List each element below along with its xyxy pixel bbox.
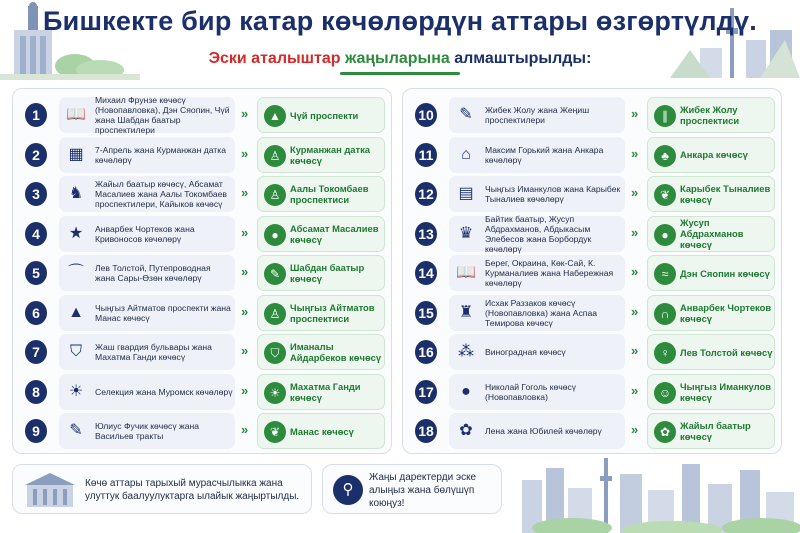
new-name-box [257,374,385,410]
shield-icon: ⛉ [69,343,82,360]
page-subtitle [0,50,800,68]
book-icon: 📖 [456,264,476,281]
row-number: 2 [25,143,47,167]
row-number: 18 [415,419,437,443]
old-name-box [449,295,625,331]
rename-row [403,334,781,370]
old-name-text: Жаш гвардия бульвары жана Махатма Ганди көчөсү [95,342,212,362]
chevron-right-icon: » [631,382,639,398]
new-name-text: Махатма Ганди көчөсү [290,380,361,403]
bridge-icon: ⌒ [67,264,84,281]
row-number: 3 [25,182,47,206]
rename-row [403,97,781,133]
row-number: 11 [415,143,437,167]
chevron-right-icon: » [241,145,249,161]
old-name-text: 7-Апрель жана Курманжан датка көчөлөрү [95,144,226,165]
rename-row [403,176,781,212]
new-name-box [257,255,385,291]
chevron-right-icon: » [631,145,639,161]
new-name-box [257,295,385,331]
old-name-box [449,374,625,410]
old-name-box [59,137,235,173]
rename-row [13,374,391,410]
old-name-box [449,137,625,173]
old-name-box [59,255,235,291]
chevron-right-icon: » [241,303,249,319]
row-number: 8 [25,380,47,404]
flower-icon: ✿ [459,422,473,439]
chevron-right-icon: » [631,343,639,358]
chevron-right-icon: » [241,382,249,398]
old-name-text: Чыңгыз Айтматов проспекти жана Манас көчөсү [95,302,231,323]
row-number: 5 [25,261,47,285]
row-number: 13 [415,222,437,246]
chevron-right-icon: » [241,264,249,279]
new-name-box [647,97,775,133]
city-skyline-illustration [512,440,800,533]
old-name-box [449,255,625,291]
person-icon: ● [654,224,676,246]
new-name-text: Анварбек Чортеков көчөсү [680,301,772,324]
glass-icon: ♀ [654,342,676,364]
new-name-text: Курманжан датка көчөсү [290,143,371,166]
old-name-box [59,216,235,252]
old-name-text: Жайыл баатыр көчөсү, Абсамат Масалиев жана Аалы Токомбаев проспектилери, Кайыков көчөсү [95,179,227,209]
subtitle-replaced: алмаштырылды: [454,50,592,67]
row-number: 10 [415,103,437,127]
government-building-icon [23,471,77,509]
monument-icon: ♙ [264,303,286,325]
mountain-icon: ▲ [264,105,286,127]
rename-row [13,216,391,252]
new-name-box [647,176,775,212]
rename-row [403,374,781,410]
heritage-note-box [12,464,312,514]
row-number: 16 [415,340,437,364]
title-underline [340,72,460,75]
rename-row [13,413,391,449]
old-name-box [449,176,625,212]
arch-icon: ∩ [654,303,676,325]
rename-row [13,176,391,212]
old-name-text: Исхак Раззаков көчөсү (Новопавловка) жана Аспаа Темирова көчөсү [485,297,598,328]
new-name-text: Чыңгыз Айтматов проспектиси [290,301,375,324]
feather-icon: ✎ [264,263,286,285]
location-pin-icon: ⚲ [333,475,363,505]
chevron-right-icon: » [631,224,639,240]
road-icon: ∥ [654,105,676,127]
address-notice-box [322,464,502,514]
crown-icon: ♛ [458,224,474,242]
new-name-text: Лев Толстой көчөсү [680,346,773,358]
calendar-icon: ▦ [68,145,84,163]
rename-row [403,213,781,254]
new-name-text: Манас көчөсү [290,425,354,437]
row-number: 6 [25,301,47,325]
rename-row [13,295,391,331]
address-notice-text: Жаңы даректерди эске алыңыз жана бөлүшүп коюңуз! [369,471,477,509]
row-number: 17 [415,380,437,404]
old-name-text: Виноградная көчөсү [485,347,566,357]
feather-icon: ✎ [459,106,473,123]
sun-icon: ☀ [264,382,286,404]
row-number: 7 [25,340,47,364]
rename-row [403,137,781,173]
old-name-box [59,295,235,331]
chevron-right-icon: » [631,264,639,279]
subtitle-old-names: Эски аталыштар [208,50,341,67]
new-name-box [647,334,775,370]
old-name-box [59,334,235,370]
chevron-right-icon: » [631,303,639,319]
row-number: 15 [415,301,437,325]
old-name-text: Николай Гоголь көчөсү (Новопавловка) [485,381,577,402]
monument-icon: ♙ [264,145,286,167]
castle-icon: ♜ [458,303,474,321]
scroll-icon: ▤ [458,185,474,202]
new-name-box [257,413,385,449]
old-name-text: Лев Толстой, Путепроводная жана Сары-Өзөн көчөлөрү [95,263,211,283]
shield-icon: ⛉ [264,342,286,364]
leaf-icon: ❦ [654,184,676,206]
old-name-text: Максим Горький жана Анкара көчөлөрү [485,144,604,165]
horse-icon: ♞ [68,185,84,202]
heritage-note-text: Көчө аттары тарыхый мурасчылыкка жана улуттук баалуулуктарга ылайык жаңыртылды. [85,478,300,502]
new-name-text: Анкара көчөсү [680,149,748,160]
chevron-right-icon: » [241,422,249,437]
chevron-right-icon: » [631,422,639,437]
row-number: 14 [415,261,437,285]
old-name-text: Берег, Окраина, Көк-Сай, К. Курманалиев жана Набережная көчөлөрү [485,258,614,288]
new-name-text: Жайыл баатыр көчөсү [680,420,751,442]
monument-icon: ♙ [264,184,286,206]
rename-row [13,137,391,173]
person-icon: ● [461,382,471,400]
rename-row [13,334,391,370]
rename-row [403,255,781,291]
new-name-text: Жибек Жолу проспектиси [680,104,740,126]
row-number: 9 [25,419,47,443]
old-name-text: Лена жана Юбилей көчөлөрү [485,426,602,436]
mask-icon: ☺ [654,382,676,404]
right-rename-panel [402,88,782,454]
old-name-text: Селекция жана Муромск көчөлөрү [95,386,233,397]
subtitle-new-names: жаңыларына [344,50,450,67]
grape-icon: ⁂ [458,343,474,360]
old-name-box [59,97,235,133]
tree-icon: ♣ [654,145,676,167]
new-name-box [257,137,385,173]
new-name-box [647,374,775,410]
chevron-right-icon: » [241,343,249,358]
left-rename-panel [12,88,392,454]
new-name-box [647,137,775,173]
old-name-box [59,374,235,410]
row-number: 12 [415,182,437,206]
row-number: 4 [25,222,47,246]
rename-row [13,255,391,291]
new-name-box [257,334,385,370]
chevron-right-icon: » [241,224,249,240]
feather-icon: ✎ [69,422,83,439]
new-name-text: Чыңгыз Иманкулов көчөсү [680,380,771,403]
new-name-text: Аалы Токомбаев проспектиси [290,183,369,205]
old-name-text: Чыңгыз Иманкулов жана Карыбек Тыналиев көчөлөрү [485,184,621,204]
new-name-text: Карыбек Тыналиев көчөсү [680,183,771,205]
old-name-text: Михаил Фрунзе көчөсү (Новопавловка), Дэн Сяопин, Чүй жана Шабдан баатыр проспектилери [95,95,230,135]
new-name-box [647,216,775,252]
museum-icon: ⌂ [461,145,471,163]
new-name-box [257,97,385,133]
page-title: Бишкекте бир катар көчөлөрдүн аттары өзгөртүлдү. [43,6,757,36]
sun-icon: ☀ [68,382,84,400]
rename-row [403,295,781,331]
new-name-box [257,216,385,252]
leaf-icon: ❦ [264,421,286,443]
chevron-right-icon: » [241,106,249,121]
old-name-text: Юлиус Фучик көчөсү жана Васильев тракты [95,421,200,441]
new-name-text: Дэн Сяопин көчөсү [680,267,770,279]
new-name-text: Чүй проспекти [290,109,359,121]
old-name-text: Байтик баатыр, Жусуп Абдрахманов, Абдыкасым Элебесов жана Борбордук көчөлөрү [485,213,592,254]
old-name-box [449,97,625,133]
book-icon: 📖 [66,106,86,123]
row-number: 1 [25,103,47,127]
star-icon: ★ [68,224,84,242]
wave-icon: ≈ [654,263,676,285]
old-name-box [59,413,235,449]
chevron-right-icon: » [631,106,639,121]
new-name-text: Шабдан баатыр көчөсү [290,262,365,284]
chevron-right-icon: » [631,185,639,200]
person-icon: ● [264,224,286,246]
new-name-box [647,255,775,291]
old-name-box [59,176,235,212]
new-name-box [257,176,385,212]
mountain-icon: ▲ [68,303,84,321]
new-name-box [647,295,775,331]
chevron-right-icon: » [241,185,249,200]
new-name-text: Иманалы Айдарбеков көчөсү [290,341,382,363]
flower-icon: ✿ [654,421,676,443]
rename-row [13,97,391,133]
old-name-text: Анварбек Чортеков жана Кривоносов көчөлөрү [95,223,195,244]
old-name-box [449,334,625,370]
new-name-text: Жусуп Абдрахманов көчөсү [680,217,744,250]
new-name-text: Абсамат Масалиев көчөсү [290,222,379,245]
old-name-box [449,213,625,254]
old-name-text: Жибек Жолу жана Жеңиш проспектилери [485,105,590,125]
